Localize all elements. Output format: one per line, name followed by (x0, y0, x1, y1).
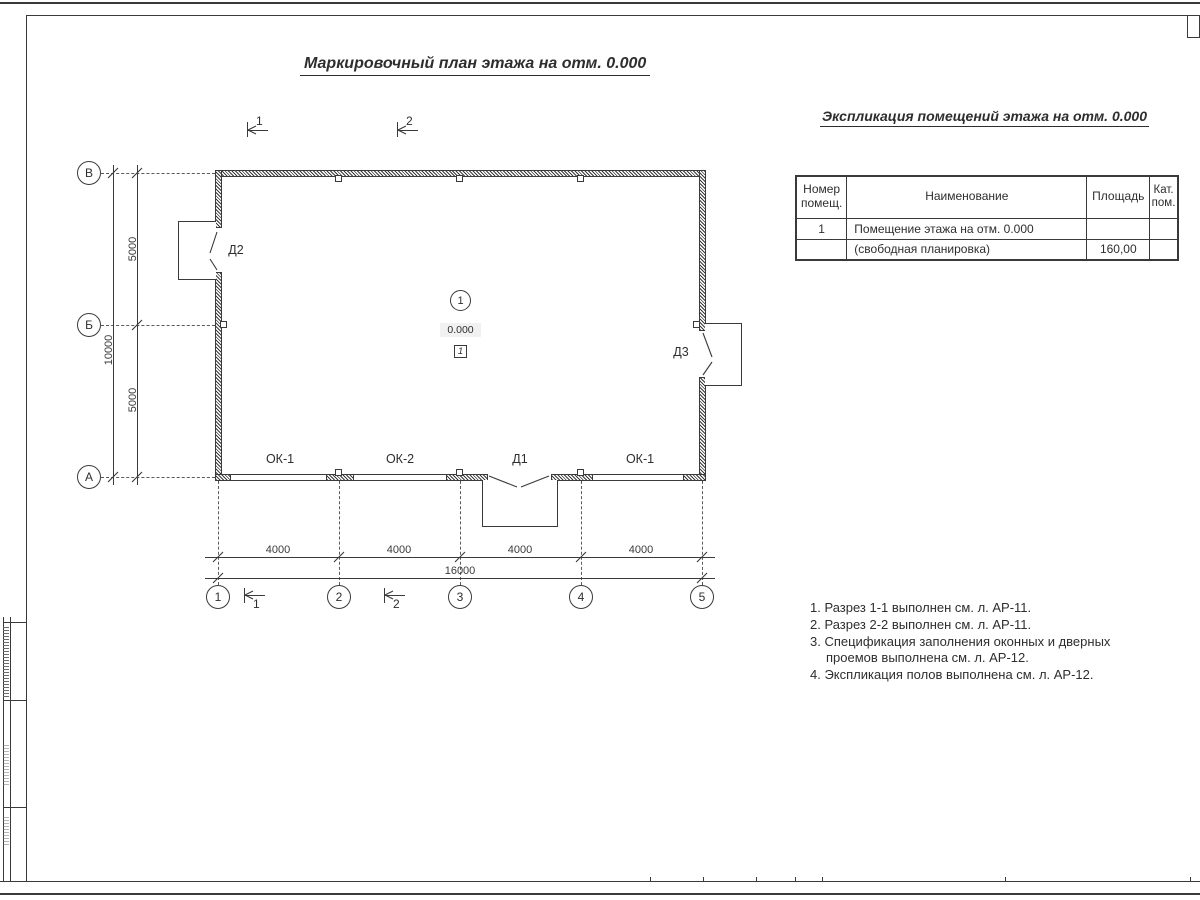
axis-circle-1: 1 (206, 585, 230, 609)
stamp-divider (3, 807, 27, 808)
cell-room-name: Помещение этажа на отм. 0.000 (847, 218, 1087, 239)
pilaster (456, 469, 463, 476)
floor-type-marker: 1 (454, 345, 467, 358)
section-mark-line (384, 595, 405, 596)
pilaster (456, 175, 463, 182)
axis-line-1 (218, 481, 219, 585)
titleblock-tick (822, 877, 823, 881)
titleblock-tick (703, 877, 704, 881)
section-mark-bottom-1: 1 (253, 597, 260, 611)
wall-right-upper (699, 170, 706, 331)
axis-circle-3: 3 (448, 585, 472, 609)
wall-bottom-pier (215, 474, 231, 481)
dim-bay-1: 4000 (265, 544, 291, 556)
frame-inner-top (26, 15, 1200, 16)
titleblock-tick (756, 877, 757, 881)
col-header-area: Площадь (1087, 176, 1150, 218)
axis-circle-v: В (77, 161, 101, 185)
section-mark-line (247, 130, 268, 131)
titleblock-tick (1005, 877, 1006, 881)
porch-bottom (482, 480, 558, 527)
cell-room-number: 1 (796, 218, 847, 239)
col-header-category: Кат. пом. (1150, 176, 1178, 218)
axis-circle-4: 4 (569, 585, 593, 609)
axis-circle-5: 5 (690, 585, 714, 609)
note-3: 3. Спецификация заполнения оконных и дверных проемов выполнена см. л. АР-12. (810, 633, 1111, 666)
cell-room-name-2: (свободная планировка) (847, 239, 1087, 260)
plan-title: Маркировочный план этажа на отм. 0.000 (300, 55, 650, 76)
stamp-vertical-text (3, 627, 9, 697)
cell-room-category-2 (1150, 239, 1178, 260)
dim-left-5000-upper: 5000 (127, 236, 139, 262)
axis-line-4 (581, 481, 582, 585)
dim-bay-4: 4000 (628, 544, 654, 556)
table-row (796, 218, 1178, 239)
opening-label-ok1-left: ОК-1 (265, 452, 295, 466)
col-header-name: Наименование (847, 176, 1087, 218)
explication-table (795, 175, 1179, 261)
pilaster (335, 469, 342, 476)
axis-line-2 (339, 481, 340, 585)
note-1: 1. Разрез 1-1 выполнен см. л. АР-11. (810, 600, 1032, 615)
cell-room-number-2 (796, 239, 847, 260)
notes-block (810, 600, 1145, 684)
axis-line-a (101, 477, 215, 478)
titleblock-tick (650, 877, 651, 881)
titleblock-tick (795, 877, 796, 881)
dim-left-5000-lower: 5000 (127, 387, 139, 413)
axis-line-b (101, 325, 215, 326)
axis-line-5 (702, 481, 703, 585)
pilaster (577, 469, 584, 476)
pilaster (220, 321, 227, 328)
note-2: 2. Разрез 2-2 выполнен см. л. АР-11. (810, 616, 1032, 632)
pilaster (693, 321, 700, 328)
section-mark-line (244, 595, 265, 596)
frame-outer-bottom (0, 893, 1200, 895)
dim-left-10000: 10000 (103, 334, 115, 366)
dim-total-bottom: 16000 (444, 565, 476, 577)
dim-bay-2: 4000 (386, 544, 412, 556)
door-label-d3: Д3 (673, 345, 689, 359)
dim-bay-3: 4000 (507, 544, 533, 556)
frame-outer-top (0, 2, 1200, 4)
axis-line-v (101, 173, 215, 174)
note-4: 4. Экспликация полов выполнена см. л. АР-12. (810, 667, 1094, 683)
dim-line-bays (205, 557, 715, 558)
opening-label-d1: Д1 (512, 452, 528, 466)
titleblock-top-line (0, 881, 1200, 882)
stamp-mid-line (10, 617, 11, 881)
frame-inner-left (26, 15, 27, 882)
cell-room-area-2: 160,00 (1087, 239, 1150, 260)
section-mark-top-1: 1 (256, 114, 263, 128)
col-header-number: Номер помещ. (796, 176, 847, 218)
axis-circle-a: А (77, 465, 101, 489)
section-mark-top-2: 2 (406, 114, 413, 128)
axis-circle-b: Б (77, 313, 101, 337)
dim-line-left-segments (137, 165, 138, 485)
axis-circle-2: 2 (327, 585, 351, 609)
elevation-mark: 0.000 (440, 323, 481, 337)
stamp-vertical-text (3, 745, 9, 785)
cell-room-category (1150, 218, 1178, 239)
frame-corner-box (1187, 15, 1200, 38)
door-label-d2: Д2 (228, 243, 244, 257)
opening-label-ok1-right: ОК-1 (625, 452, 655, 466)
wall-bottom-pier (683, 474, 706, 481)
dim-line-total (205, 578, 715, 579)
opening-label-ok2: ОК-2 (385, 452, 415, 466)
section-mark-bottom-2: 2 (393, 597, 400, 611)
titleblock-tick (1190, 877, 1191, 881)
room-number-marker: 1 (450, 290, 471, 311)
table-row (796, 239, 1178, 260)
stamp-vertical-text (3, 815, 9, 845)
stamp-divider (3, 622, 27, 623)
cell-room-area (1087, 218, 1150, 239)
pilaster (335, 175, 342, 182)
stamp-divider (3, 700, 27, 701)
window-ok2 (354, 474, 446, 481)
wall-left-lower (215, 272, 222, 481)
section-mark-line (397, 130, 418, 131)
pilaster (577, 175, 584, 182)
wall-left-upper (215, 170, 222, 228)
table-title: Экспликация помещений этажа на отм. 0.000 (820, 108, 1149, 127)
wall-right-lower (699, 377, 706, 481)
window-ok1-right (593, 474, 683, 481)
window-ok1-left (231, 474, 326, 481)
